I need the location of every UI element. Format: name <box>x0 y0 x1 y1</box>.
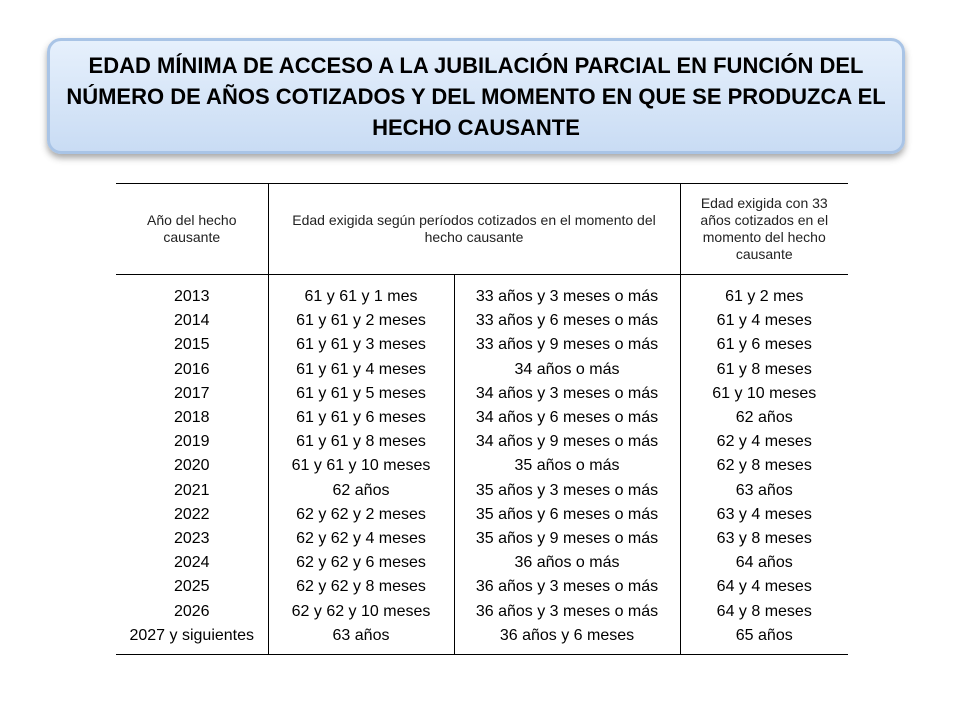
cell-age-33-years: 62 y 4 meses <box>716 433 812 451</box>
cell-year: 2016 <box>116 358 268 382</box>
cell-contribution-period: 33 años y 9 meses o más <box>454 333 680 357</box>
cell-age: 61 y 61 y 2 meses <box>268 309 454 333</box>
table-row <box>116 503 848 527</box>
cell-age: 61 y 61 y 5 meses <box>268 382 454 406</box>
cell-contribution-period: 34 años y 9 meses o más <box>454 430 680 454</box>
header-year: Año del hecho causante <box>116 184 268 275</box>
cell-year: 2023 <box>116 527 268 551</box>
cell-year: 2015 <box>116 333 268 357</box>
table-row <box>116 275 848 310</box>
cell-contribution-period: 34 años y 6 meses o más <box>454 406 680 430</box>
table-row <box>116 333 848 357</box>
cell-contribution-period: 35 años y 6 meses o más <box>454 503 680 527</box>
table-row <box>116 309 848 333</box>
header-age-33: Edad exigida con 33 años cotizados en el momento del hecho causante <box>680 184 848 275</box>
cell-age-33-years: 64 y 4 meses <box>716 578 812 596</box>
retirement-age-table <box>116 183 848 655</box>
cell-year: 2026 <box>116 599 268 623</box>
cell-year: 2014 <box>116 309 268 333</box>
table-body <box>116 275 848 655</box>
cell-contribution-period: 35 años y 3 meses o más <box>454 479 680 503</box>
cell-age-33-years: 61 y 6 meses <box>716 336 812 354</box>
table-row <box>116 479 848 503</box>
table-row <box>116 430 848 454</box>
cell-age-33-years: 61 y 10 meses <box>712 384 817 402</box>
table-row <box>116 599 848 623</box>
cell-age: 62 y 62 y 4 meses <box>268 527 454 551</box>
cell-age-33-years: 62 y 8 meses <box>716 457 812 475</box>
cell-age-33-years: 64 años <box>735 554 793 572</box>
table-header-row <box>116 184 848 275</box>
cell-age: 62 años <box>268 479 454 503</box>
cell-year: 2018 <box>116 406 268 430</box>
cell-year: 2019 <box>116 430 268 454</box>
title-banner <box>47 38 905 154</box>
cell-age: 62 y 62 y 10 meses <box>268 599 454 623</box>
cell-age-33-years: 63 y 4 meses <box>716 505 812 523</box>
table-row <box>116 575 848 599</box>
cell-contribution-period: 33 años y 3 meses o más <box>454 275 680 310</box>
cell-year: 2024 <box>116 551 268 575</box>
cell-age: 62 y 62 y 2 meses <box>268 503 454 527</box>
cell-contribution-period: 36 años y 3 meses o más <box>454 599 680 623</box>
cell-contribution-period: 35 años y 9 meses o más <box>454 527 680 551</box>
cell-age: 61 y 61 y 4 meses <box>268 358 454 382</box>
table-row <box>116 454 848 478</box>
table-row <box>116 551 848 575</box>
cell-age-33-years: 63 y 8 meses <box>716 529 812 547</box>
cell-age: 61 y 61 y 1 mes <box>268 275 454 310</box>
cell-year: 2017 <box>116 382 268 406</box>
cell-year: 2027 y siguientes <box>116 624 268 655</box>
cell-year: 2020 <box>116 454 268 478</box>
cell-age-33-years: 65 años <box>680 624 848 655</box>
cell-age-33-years: 61 y 8 meses <box>716 360 812 378</box>
cell-contribution-period: 35 años o más <box>454 454 680 478</box>
cell-contribution-period: 34 años y 3 meses o más <box>454 382 680 406</box>
cell-contribution-period: 34 años o más <box>454 358 680 382</box>
cell-age: 61 y 61 y 6 meses <box>268 406 454 430</box>
cell-age: 61 y 61 y 10 meses <box>268 454 454 478</box>
cell-age-33-years: 64 y 8 meses <box>716 602 812 620</box>
header-periods: Edad exigida según períodos cotizados en el momento del hecho causante <box>268 184 680 275</box>
cell-age: 63 años <box>268 624 454 655</box>
table-row <box>116 406 848 430</box>
cell-age-33-years: 63 años <box>735 481 793 499</box>
table-row <box>116 527 848 551</box>
cell-year: 2013 <box>116 275 268 310</box>
cell-contribution-period: 36 años y 6 meses <box>454 624 680 655</box>
cell-age-33-years: 61 y 2 mes <box>725 288 804 306</box>
cell-year: 2022 <box>116 503 268 527</box>
cell-age: 62 y 62 y 8 meses <box>268 575 454 599</box>
cell-contribution-period: 33 años y 6 meses o más <box>454 309 680 333</box>
table-row <box>116 624 848 655</box>
cell-age: 61 y 61 y 8 meses <box>268 430 454 454</box>
cell-contribution-period: 36 años o más <box>454 551 680 575</box>
cell-year: 2021 <box>116 479 268 503</box>
cell-age: 62 y 62 y 6 meses <box>268 551 454 575</box>
table-row <box>116 358 848 382</box>
cell-age-33-years: 62 años <box>735 409 793 427</box>
cell-contribution-period: 36 años y 3 meses o más <box>454 575 680 599</box>
cell-age-33-years: 61 y 4 meses <box>716 312 812 330</box>
cell-age: 61 y 61 y 3 meses <box>268 333 454 357</box>
page-title: EDAD MÍNIMA DE ACCESO A LA JUBILACIÓN PARCIAL EN FUNCIÓN DEL NÚMERO DE AÑOS COTIZADOS Y DEL MOMENTO EN QUE SE PRODUZCA EL HECHO CAUSANTE <box>66 52 886 140</box>
table-row <box>116 382 848 406</box>
cell-year: 2025 <box>116 575 268 599</box>
